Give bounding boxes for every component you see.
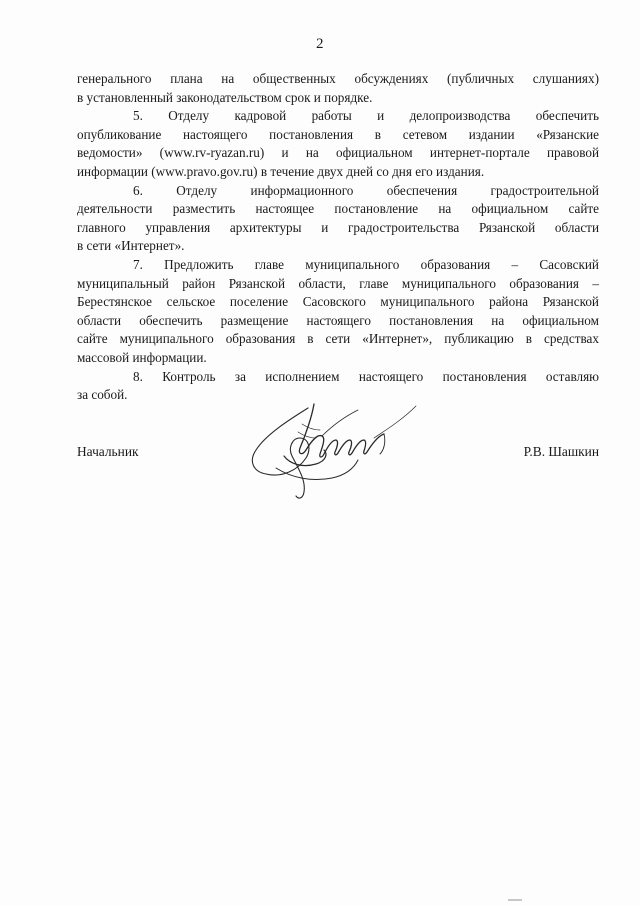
paragraph-item-7 (77, 256, 599, 368)
text-line: информации (www.pravo.gov.ru) в течение двух дней со дня его издания. (77, 163, 485, 179)
text-line: 6. Отделу информационного обеспечения градостроительной (133, 182, 599, 198)
text-line: сайте муниципального образования в сети «Интернет», публикацию в средствах (77, 331, 599, 347)
text-line: муниципальный район Рязанской области, главе муниципального образования – (77, 275, 599, 291)
scan-artifact (508, 899, 522, 901)
text-line: 5. Отделу кадровой работы и делопроизводства обеспечить (133, 108, 599, 124)
paragraph-item-6 (77, 182, 599, 256)
text-line: деятельности разместить настоящее постановление на официальном сайте (77, 201, 599, 217)
text-line: за собой. (77, 387, 128, 403)
signatory-title: Начальник (77, 444, 139, 459)
text-line: в установленный законодательством срок и порядке. (77, 89, 373, 105)
text-line: Берестянское сельское поселение Сасовского муниципального района Рязанской (77, 294, 599, 310)
text-line: 7. Предложить главе муниципального образования – Сасовский (133, 256, 599, 272)
signatory-name: Р.В. Шашкин (523, 444, 599, 459)
text-line: массовой информации. (77, 349, 207, 365)
paragraph-continuation (77, 70, 599, 107)
page-number: 2 (316, 36, 324, 52)
text-line: ведомости» (www.rv-ryazan.ru) и на официальном интернет-портале правовой (77, 145, 599, 161)
handwritten-signature (236, 394, 432, 504)
document-body (77, 70, 599, 405)
text-line: области обеспечить размещение настоящего постановления на официальном (77, 312, 599, 328)
text-line: опубликование настоящего постановления в сетевом издании «Рязанские (77, 126, 599, 142)
text-line: генерального плана на общественных обсуждениях (публичных слушаниях) (77, 71, 599, 86)
paragraph-item-5 (77, 107, 599, 181)
text-line: в сети «Интернет». (77, 238, 185, 254)
text-line: 8. Контроль за исполнением настоящего постановления оставляю (133, 368, 599, 384)
text-line: главного управления архитектуры и градостроительства Рязанской области (77, 219, 599, 235)
